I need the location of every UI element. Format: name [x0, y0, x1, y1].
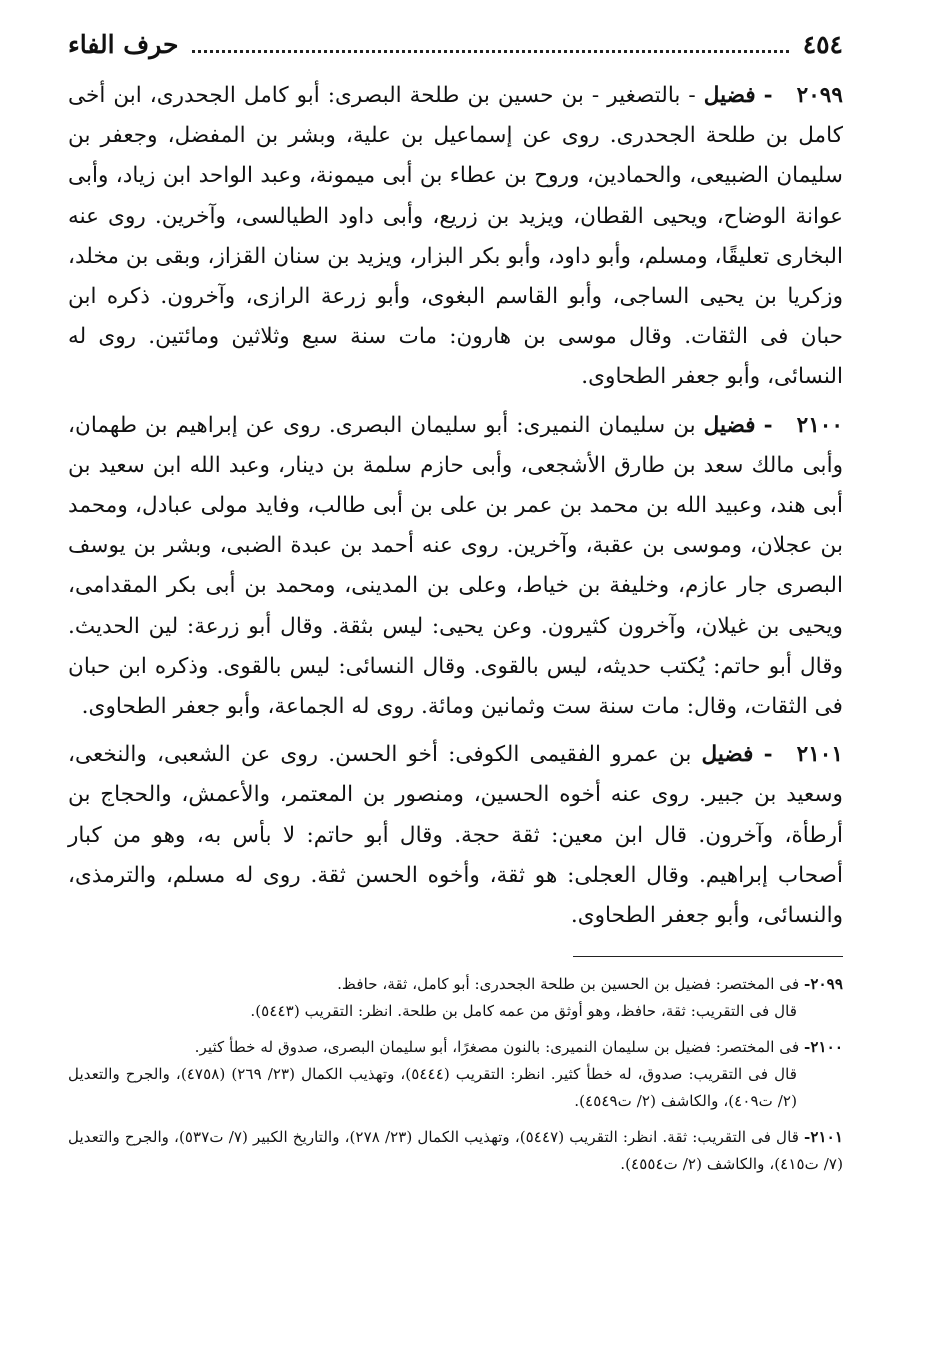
footnote-spacer [68, 1025, 843, 1034]
entry-indent [773, 742, 797, 767]
footnote-number: ٢١٠٠- [804, 1038, 843, 1057]
footnote-2101 [68, 1124, 843, 1178]
biography-entry-2099 [68, 76, 843, 398]
footnote-number: ٢٠٩٩- [804, 975, 843, 994]
footnote-2099 [68, 971, 843, 1025]
footnote-line: قال فى التقريب: صدوق، له خطأ كثير. انظر: التقريب (٥٤٤٤)، وتهذيب الكمال (٢٣/ ٢٦٩) (٤٧٥٨)، والجرح والتعديل (٢/ ت٤٠٩)، والكاشف (٢/ ت٤٥٤٩). [68, 1065, 797, 1111]
entry-name: فضيل [703, 83, 756, 108]
footnote-text: فى المختصر: فضيل بن سليمان النميرى: بالنون مصغرًا، أبو سليمان البصرى، صدوق له خطأ كثير. [194, 1038, 805, 1057]
footnote-line [68, 1034, 843, 1061]
footnote-text: قال فى التقريب: ثقة. انظر: التقريب (٥٤٤٧)، وتهذيب الكمال (٢٣/ ٢٧٨)، والتاريخ الكبير (٧/ ت٥٣٧)، والجرح والتعديل (٧/ ت٤١٥)، والكاشف (٢/ ت٤٥٥٤). [68, 1128, 843, 1174]
page-number: ٤٥٤ [802, 30, 843, 59]
footnote-line: قال فى التقريب: ثقة، حافظ، وهو أوثق من عمه كامل بن طلحة. انظر: التقريب (٥٤٤٣). [250, 1002, 797, 1021]
biography-entry-2101 [68, 735, 843, 936]
entry-text: - بالتصغير - بن حسين بن طلحة البصرى: أبو كامل الجحدرى، ابن أخى كامل بن طلحة الجحدرى. روى عن إسماعيل بن علية، وبشر بن المفضل، وجعفر بن سليمان الضبيعى، والحمادين، وروح بن عطاء بن أبى ميمونة، وعبد الواحد ابن زياد، وأبى عوانة الوضاح، ويحيى القطان، ويزيد بن زريع، وأبى داود الطيالسى، وآخرين. روى عنه البخارى تعليقًا، ومسلم، وأبو داود، وأبو بكر البزار، ويزيد بن سنان القزاز، وبقى بن مخلد، وزكريا بن يحيى الساجى، وأبو القاسم البغوى، وأبو زرعة الرازى، وآخرون. ذكره ابن حبان فى الثقات. وقال موسى بن هارون: مات سنة سبع وثلاثين ومائتين. روى له النسائى، وأبو جعفر الطحاوى. [68, 83, 843, 390]
header-dotted-leader [192, 49, 788, 53]
entry-name: فضيل [701, 742, 754, 768]
entry-text: بن عمرو الفقيمى الكوفى: أخو الحسن. روى عن الشعبى، والنخعى، وسعيد بن جبير. روى عنه أخوه الحسين، ومنصور بن المعتمر، والأعمش، والحجاج بن أرطأة، وآخرون. قال ابن معين: ثقة حجة. وقال أبو حاتم: لا بأس به، وهو من كبار أصحاب إبراهيم. وقال العجلى: هو ثقة، وأخوه الحسن ثقة. روى له مسلم، والترمذى، والنسائى، وأبو جعفر الطحاوى. [68, 742, 843, 929]
footnote-text: فى المختصر: فضيل بن الحسين بن طلحة الجحدرى: أبو كامل، ثقة، حافظ. [337, 975, 805, 994]
entry-indent [773, 83, 797, 108]
footnote-spacer [68, 1115, 843, 1124]
running-header [68, 30, 843, 76]
entry-number: ٢١٠١- [763, 742, 843, 768]
entry-text: بن سليمان النميرى: أبو سليمان البصرى. روى عن إبراهيم بن طهمان، وأبى مالك سعد بن طارق الأشجعى، وأبى حازم سلمة بن دينار، وعبد الله ابن سعيد بن أبى هند، وعبيد الله بن محمد بن عمر بن على بن أبى طالب، وفايد مولى عبادل، ومحمد بن عجلان، وموسى بن عقبة، وآخرين. روى عنه أحمد بن عبدة الضبى، وبشر بن يوسف البصرى جار عازم، وخليفة بن خياط، وعلى بن المدينى، ومحمد بن أبى بكر المقدامى، ويحيى بن غيلان، وآخرون كثيرون. وعن يحيى: ليس بثقة. وقال أبو زرعة: لين الحديث. وقال أبو حاتم: يُكتب حديثه، ليس بالقوى. وقال النسائى: ليس بالقوى. وذكره ابن حبان فى الثقات، وقال: مات سنة ست وثمانين ومائة. روى له الجماعة، وأبو جعفر الطحاوى. [68, 412, 843, 720]
footnote-number: ٢١٠١- [804, 1128, 843, 1147]
entry-name: فضيل [703, 412, 756, 438]
entry-indent [773, 413, 797, 438]
entry-number: ٢٠٩٩- [763, 83, 844, 108]
footnote-line [68, 1124, 843, 1178]
biography-entry-2100 [68, 406, 843, 728]
entry-number: ٢١٠٠- [763, 412, 843, 438]
footnote-line [68, 971, 843, 998]
footnote-divider [573, 956, 843, 957]
footnote-2100 [68, 1034, 843, 1115]
book-page [68, 30, 843, 1178]
chapter-title: حرف الفاء [68, 30, 179, 59]
